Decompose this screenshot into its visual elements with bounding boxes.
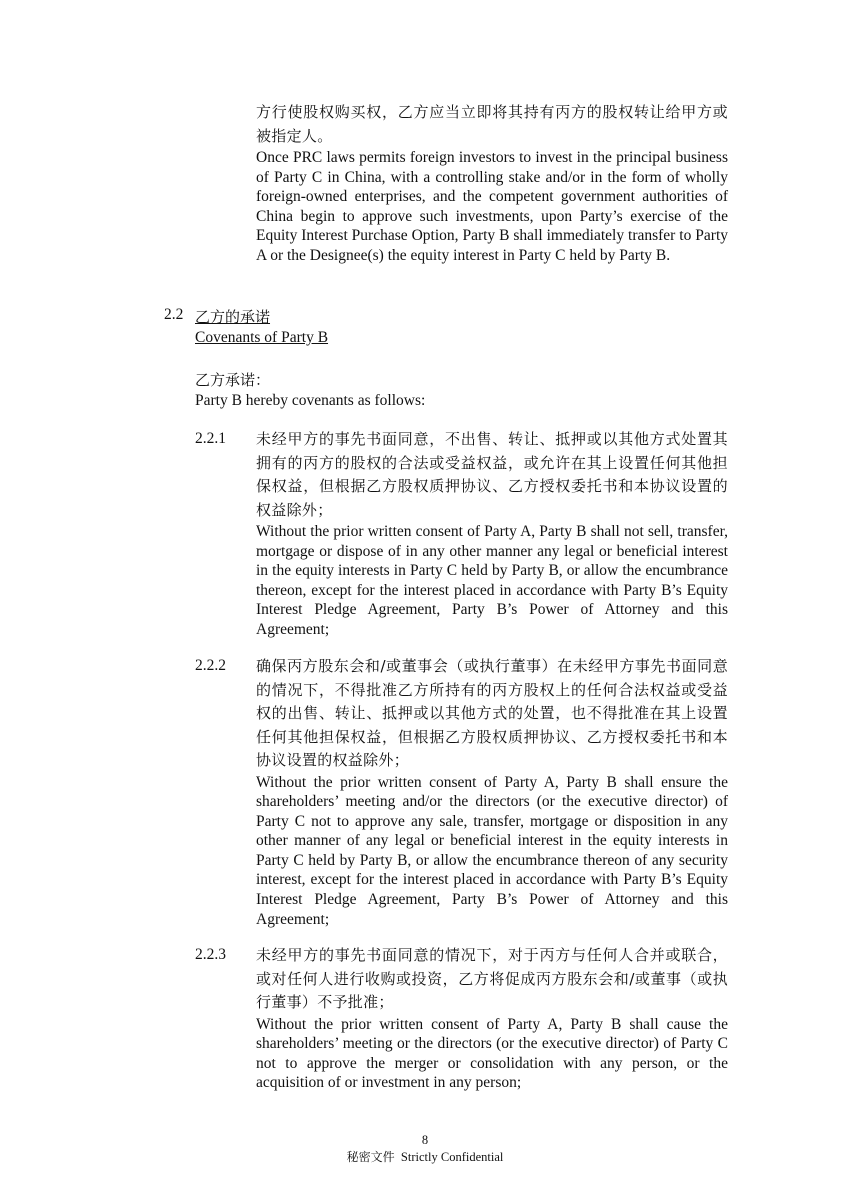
clause-number: 2.2.2 bbox=[195, 657, 226, 674]
page-number: 8 bbox=[421, 1133, 429, 1147]
clause-text-zh: 未经甲方的事先书面同意，不出售、转让、抵押或以其他方式处置其拥有的丙方的股权的合法或受益权益，或允许在其上设置任何其他担保权益，但根据乙方股权质押协议、乙方授权委托书和本协议设置的权益除外； bbox=[256, 430, 728, 519]
clause-body bbox=[256, 944, 728, 1093]
intro-text-zh: 方行使股权购买权，乙方应当立即将其持有丙方的股权转让给甲方或被指定人。 bbox=[256, 103, 728, 145]
section-number: 2.2 bbox=[164, 306, 184, 323]
section-lead bbox=[195, 369, 735, 411]
lead-text-en: Party B hereby covenants as follows: bbox=[195, 392, 426, 409]
section-title-zh: 乙方的承诺 bbox=[195, 308, 271, 326]
clause-text-en: Without the prior written consent of Party A, Party B shall cause the shareholders’ meeting or the directors (or the executive director) of Party C not to approve the merger or consolidation with any person, or the acquisition of or investment in any person; bbox=[256, 1015, 728, 1092]
intro-text-en: Once PRC laws permits foreign investors to invest in the principal business of Party C in China, with a controlling stake and/or in the form of wholly foreign-owned enterprises, and the competent government authorities of China begin to approve such investments, upon Party’s exercise of the Equity Interest Purchase Option, Party B shall immediately transfer to Party A or the Designee(s) the equity interest in Party C held by Party B. bbox=[256, 149, 728, 264]
section-title-en: Covenants of Party B bbox=[195, 329, 329, 346]
clause-text-zh: 确保丙方股东会和/或董事会（或执行董事）在未经甲方事先书面同意的情况下，不得批准乙方所持有的丙方股权上的任何合法权益或受益权的出售、转让、抵押或以其他方式的处置，也不得批准在其上设置任何其他担保权益，但根据乙方股权质押协议、乙方授权委托书和本协议设置的权益除外； bbox=[256, 657, 728, 769]
clause-body bbox=[256, 428, 728, 640]
clause-text-en: Without the prior written consent of Party A, Party B shall not sell, transfer, mortgage or dispose of in any other manner any legal or beneficial interest in the equity interests in Party C held by Party B, or allow the encumbrance thereon, except for the interest placed in accordance with Party B’s Equity Interest Pledge Agreement, Party B’s Power of Attorney and this Agreement; bbox=[256, 523, 728, 638]
confidential-footer bbox=[0, 1148, 850, 1165]
clause-body bbox=[256, 655, 728, 929]
intro-paragraph bbox=[256, 101, 728, 266]
confidential-label-zh: 秘密文件 bbox=[346, 1150, 395, 1164]
clause-number: 2.2.3 bbox=[195, 946, 226, 963]
clause-text-zh: 未经甲方的事先书面同意的情况下，对于丙方与任何人合并或联合，或对任何人进行收购或投资，乙方将促成丙方股东会和/或董事（或执行董事）不予批准； bbox=[256, 946, 728, 1011]
clause-text-en: Without the prior written consent of Party A, Party B shall ensure the shareholders’ meeting and/or the directors (or the executive director) of Party C not to approve any sale, transfer, mortgage or disposition in any other manner of any legal or beneficial interest in the equity interests in Party C held by Party B, or allow the encumbrance thereon of any security interest, except for the interest placed in accordance with Party B’s Equity Interest Pledge Agreement, Party B’s Power of Attorney and this Agreement; bbox=[256, 773, 728, 928]
confidential-label-en: Strictly Confidential bbox=[400, 1150, 504, 1164]
clause-number: 2.2.1 bbox=[195, 430, 226, 447]
section-heading bbox=[195, 306, 328, 348]
lead-text-zh: 乙方承诺： bbox=[195, 371, 271, 389]
